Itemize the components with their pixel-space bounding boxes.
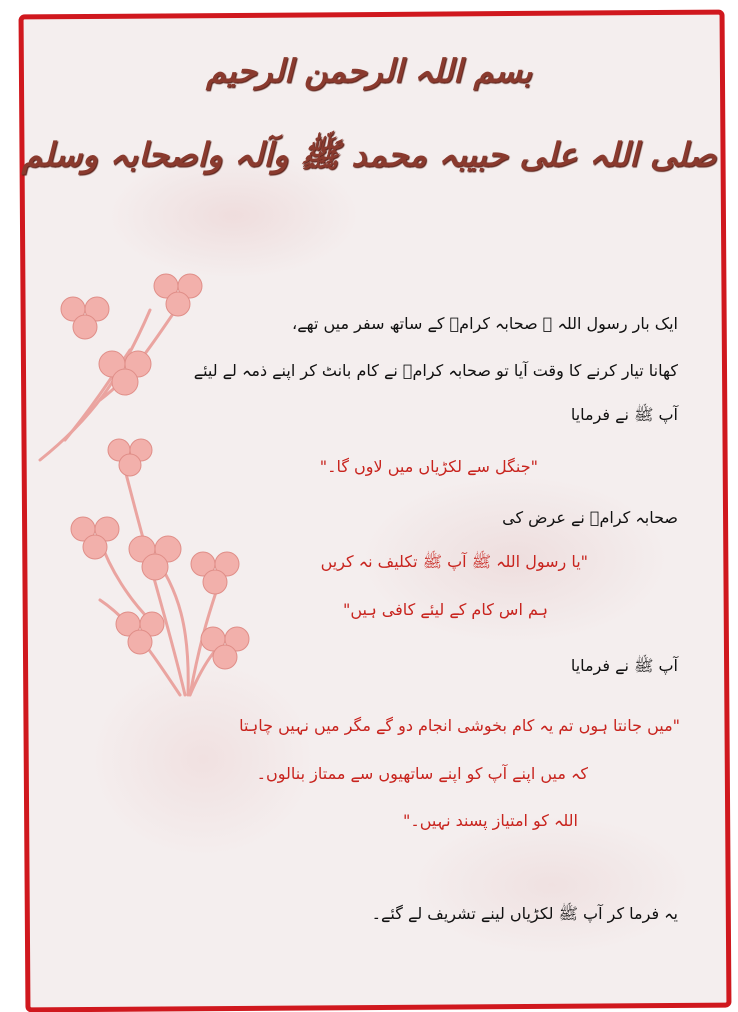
quote-line-1: "جنگل سے لکڑیاں میں لاوں گا۔" [319,457,538,476]
quote-line-4: "میں جانتا ہوں تم یہ کام بخوشی انجام دو گے مگر میں نہیں چاہتا [239,716,680,735]
quote-line-3: ہم اس کام کے لیئے کافی ہیں" [342,600,548,619]
flower-blossom-1 [61,297,109,339]
story-line-3: آپ ﷺ نے فرمایا [570,405,678,424]
story-line-5: آپ ﷺ نے فرمایا [570,656,678,675]
flower-blossom-2 [154,274,202,316]
flower-blossom-6 [129,536,181,580]
flower-blossom-8 [116,612,164,654]
quote-line-5: کہ میں اپنے آپ کو اپنے ساتھیوں سے ممتاز بنالوں۔ [256,764,588,783]
durood-heading: صلی اللہ علی حبیبہ محمد ﷺ وآلہ واصحابہ وسلم [21,135,717,174]
flower-blossom-4 [108,439,152,476]
story-line-2: کھانا تیار کرنے کا وقت آیا تو صحابہ کرامؓ نے کام بانٹ کر اپنے ذمہ لے لیئے [193,361,678,380]
flower-blossom-5 [71,517,119,559]
story-line-1: ایک بار رسول اللہ ﷺ صحابہ کرامؓ کے ساتھ سفر میں تھے، [292,314,678,333]
story-line-6: یہ فرما کر آپ ﷺ لکڑیاں لینے تشریف لے گئے۔ [371,904,678,923]
bismillah-heading: بسم اللہ الرحمن الرحیم [205,52,533,90]
quote-line-6: اللہ کو امتیاز پسند نہیں۔" [402,811,578,830]
flower-decoration [30,270,270,710]
quote-line-2: "یا رسول اللہ ﷺ آپ ﷺ تکلیف نہ کریں [320,552,588,571]
story-line-4: صحابہ کرامؓ نے عرض کی [502,508,678,527]
flower-blossom-7 [191,552,239,594]
